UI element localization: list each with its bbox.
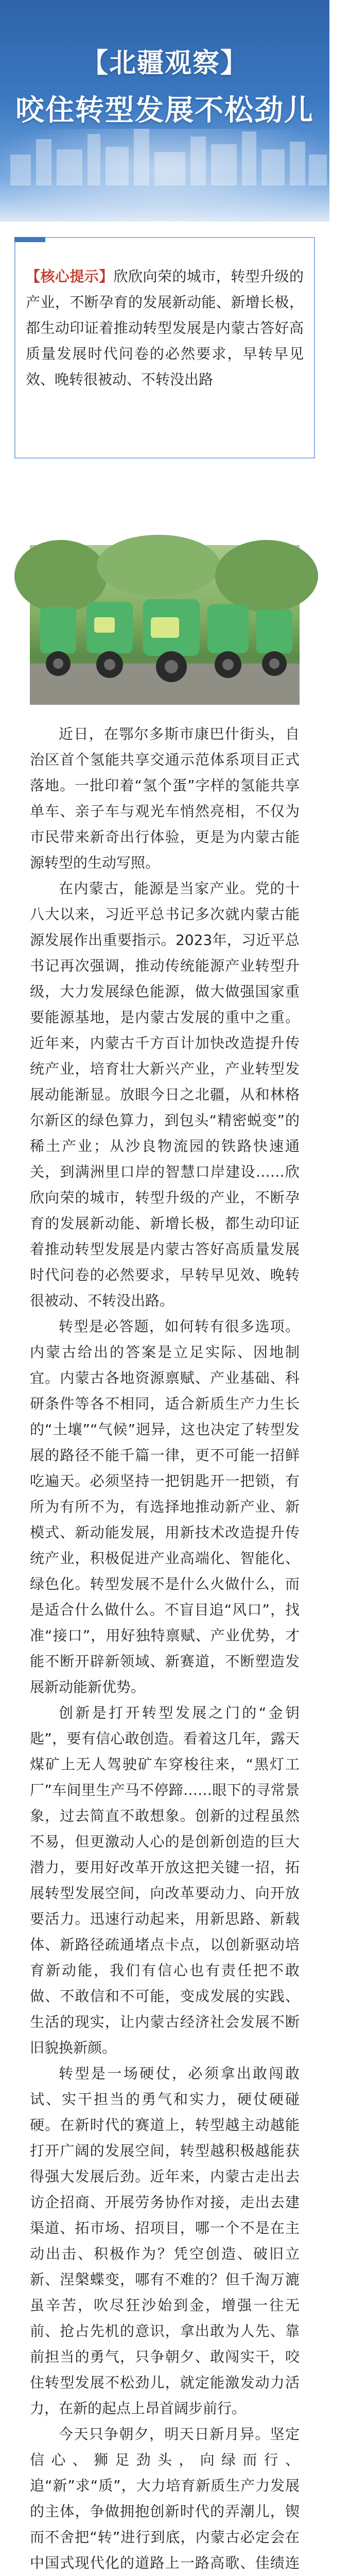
summary-accent-bar [14,237,45,242]
bikes-photo-icon [30,545,300,705]
paragraph-6: 今天只争朝夕，明天日新月异。坚定信心、狮足劲头，向绿而行、追“新”求“质”，大力培育新质生产力发展的主体，争做拥抱创新时代的弄潮儿，锲而不舍把“转”进行到底，内蒙古必定会在中国式现代化的道路上一路高歌、佳绩连 [30,2426,300,2571]
paragraph-2: 在内蒙古，能源是当家产业。党的十八大以来，习近平总书记多次就内蒙古能源发展作出重要指示。2023年，习近平总书记再次强调，推动传统能源产业转型升级，大力发展绿色能源，做大做强国家重要能源基地，是内蒙古发展的重中之重。近年来，内蒙古千方百计加快改造提升传统产业，培育壮大新兴产业，产业转型发展动能渐显。放眼今日之北疆，从和林格尔新区的绿色算力，到包头“精密蜕变”的稀土产业；从沙良物流园的铁路快速通关，到满洲里口岸的智慧口岸建设……欣欣向荣的城市，转型升级的产业，不断孕育的发展新动能、新增长极，都生动印证着推动转型发展是内蒙古答好高质量发展时代问卷的必然要求，早转早见效、晚转很被动、不转没出路。 [30,880,300,1309]
summary-text-block [26,264,304,447]
paragraph-1: 近日，在鄂尔多斯市康巴什街头，自治区首个氢能共享交通示范体系项目正式落地。一批印着“氢个蛋”字样的氢能共享单车、亲子车与观光车悄然亮相，不仅为市民带来新奇出行体验，更是为内蒙古能源转型的生动写照。 [30,725,300,871]
summary-box [14,237,315,459]
column-tag: 【北疆观察】 [81,48,248,79]
headline: 咬住转型发展不松劲儿 [15,94,314,127]
summary-label: 【核心提示】 [26,268,114,285]
summary-text: 欣欣向荣的城市，转型升级的产业，不断孕育的发展新动能、新增长极，都生动印证着推动转型发展是内蒙古答好高质量发展时代问卷的必然要求，早转早见效、晚转很被动、不转没出路 [26,268,304,388]
city-skyline-icon [0,124,329,185]
paragraph-5: 转型是一场硬仗，必须拿出敢闯敢试、实干担当的勇气和实力，硬仗硬碰硬。在新时代的赛道上，转型越主动越能打开广阔的发展空间，转型越积极越能获得强大发展后劲。近年来，内蒙古走出去访企招商、开展劳务协作对接，走出去建渠道、拓市场、招项目，哪一个不是在主动出击、积极作为？凭空创造、破旧立新、涅槃蝶变，哪有不难的？但千淘万漉虽辛苦，吹尽狂沙始到金，增强一往无前、抢占先机的意识，拿出敢为人先、靠前担当的勇气，只争朝夕、敢闯实干，咬住转型发展不松劲儿，就定能激发动力活力，在新的起点上昂首阔步前行。 [30,2065,300,2417]
paragraph-3: 转型是必答题，如何转有很多选项。内蒙古给出的答案是立足实际、因地制宜。内蒙古各地资源禀赋、产业基础、科研条件等各不相同，适合新质生产力生长的“土壤”“气候”迥异，这也决定了转型发展的路径不能千篇一律，更不可能一招鲜吃遍天。必须坚持一把钥匙开一把锁，有所为有所不为，有选择地推动新产业、新模式、新动能发展，用新技术改造提升传统产业，积极促进产业高端化、智能化、绿色化。转型发展不是什么火做什么，而是适合什么做什么。不盲目追“风口”，找准“接口”，用好独特禀赋、产业优势，才能不断开辟新领域、新赛道，不断塑造发展新动能新优势。 [30,1318,300,1696]
article-body [30,721,300,2576]
paragraph-4: 创新是打开转型发展之门的“金钥匙”，要有信心敢创造。看着这几年，露天煤矿上无人驾驶矿车穿梭往来，“黑灯工厂”车间里生产马不停蹄……眼下的寻常景象，过去简直不敢想象。创新的过程虽然不易，但更激动人心的是创新创造的巨大潜力，要用好改革开放这把关键一招，拓展转型发展空间，向改革要动力、向开放要活力。迅速行动起来，用新思路、新载体、新路径疏通堵点卡点，以创新驱动培育新动能，我们有信心也有责任把不敢做、不敢信和不可能，变成发展的实践、生活的现实，让内蒙古经济社会发展不断旧貌换新颜。 [30,1704,300,2056]
header-banner [0,0,329,222]
article-photo [30,545,300,705]
